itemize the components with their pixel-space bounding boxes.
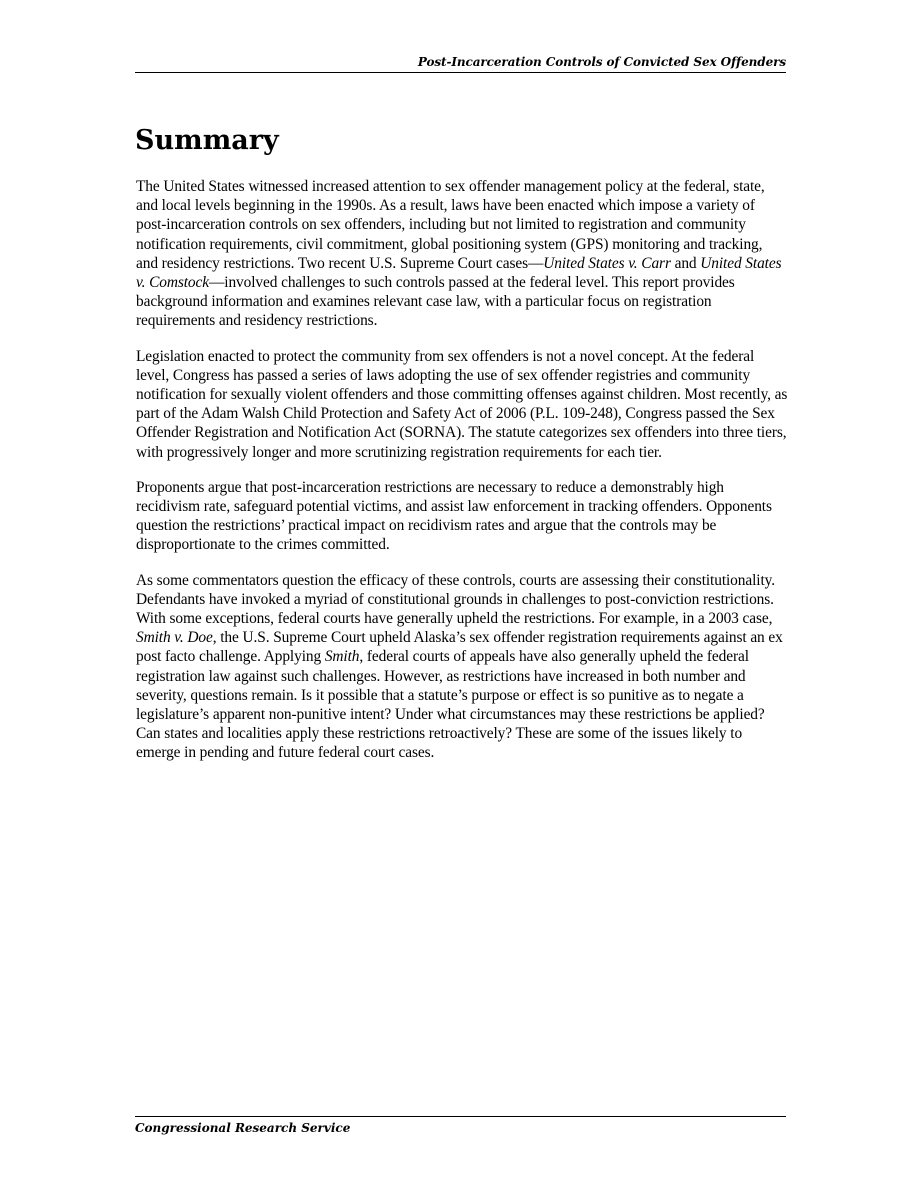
paragraph-4-text-a: As some commentators question the efficacy of these controls, courts are assessing their constitutionality. Defendants have invoked a myriad of constitutional grounds in challenges to post-conviction restrictions. With some exceptions, federal courts have generally upheld the restrictions. For example, in a 2003 case,: [136, 571, 775, 628]
paragraph-1-text-b: and: [670, 254, 701, 272]
paragraph-4-text-c: , federal courts of appeals have also generally upheld the federal registration law against such challenges. However, as restrictions have increased in both number and severity, questions remain. Is it possible that a statute’s purpose or effect is so punitive as to negate a legislature’s apparent non-punitive intent? Under what circumstances may these restrictions be applied? Can states and localities apply these restrictions retroactively? These are some of the issues likely to emerge in pending and future federal court cases.: [136, 648, 765, 762]
running-footer-source: Congressional Research Service: [135, 1121, 351, 1135]
paragraph-3: Proponents argue that post-incarceration restrictions are necessary to reduce a demonstrably high recidivism rate, safeguard potential victims, and assist law enforcement in tracking offenders. Opponents question the restrictions’ practical impact on recidivism rates and argue that the controls may be disproportionate to the crimes committed.: [136, 478, 772, 554]
paragraph-1-text-c: —involved challenges to such controls passed at the federal level. This report provides background information and examines relevant case law, with a particular focus on registration requirements and residency restrictions.: [136, 274, 735, 330]
paragraph-4-text-b: , the U.S. Supreme Court upheld Alaska’s sex offender registration requirements against an ex post facto challenge. Applying: [136, 629, 783, 666]
paragraph-1: [136, 177, 788, 331]
case-name-smith-v-doe: Smith v. Doe: [136, 629, 213, 647]
footer-rule: [135, 1116, 786, 1117]
case-name-carr: United States v. Carr: [543, 254, 671, 272]
case-name-smith: Smith: [324, 648, 360, 666]
page-title: Summary: [135, 125, 279, 156]
paragraph-1-text-a: The United States witnessed increased attention to sex offender management policy at the federal, state, and local levels beginning in the 1990s. As a result, laws have been enacted which impose a variety of post-incarceration controls on sex offenders, including but not limited to registration and community notification requirements, civil commitment, global positioning system (GPS) monitoring and tracking, and residency restrictions. Two recent U.S. Supreme Court cases—: [136, 178, 765, 272]
case-name-comstock: United States v. Comstock: [136, 254, 782, 292]
header-rule: [135, 72, 786, 73]
paragraph-2: Legislation enacted to protect the community from sex offenders is not a novel concept. At the federal level, Congress has passed a series of laws adopting the use of sex offender registries and community notification for sexually violent offenders and those committing offenses against children. Most recently, as part of the Adam Walsh Child Protection and Safety Act of 2006 (P.L. 109-248), Congress passed the Sex Offender Registration and Notification Act (SORNA). The statute categorizes sex offenders into three tiers, with progressively longer and more scrutinizing registration requirements for each tier.: [136, 347, 788, 461]
summary-body: [136, 177, 788, 779]
running-header-title: Post-Incarceration Controls of Convicted Sex Offenders: [417, 55, 786, 69]
paragraph-4: [136, 571, 788, 763]
